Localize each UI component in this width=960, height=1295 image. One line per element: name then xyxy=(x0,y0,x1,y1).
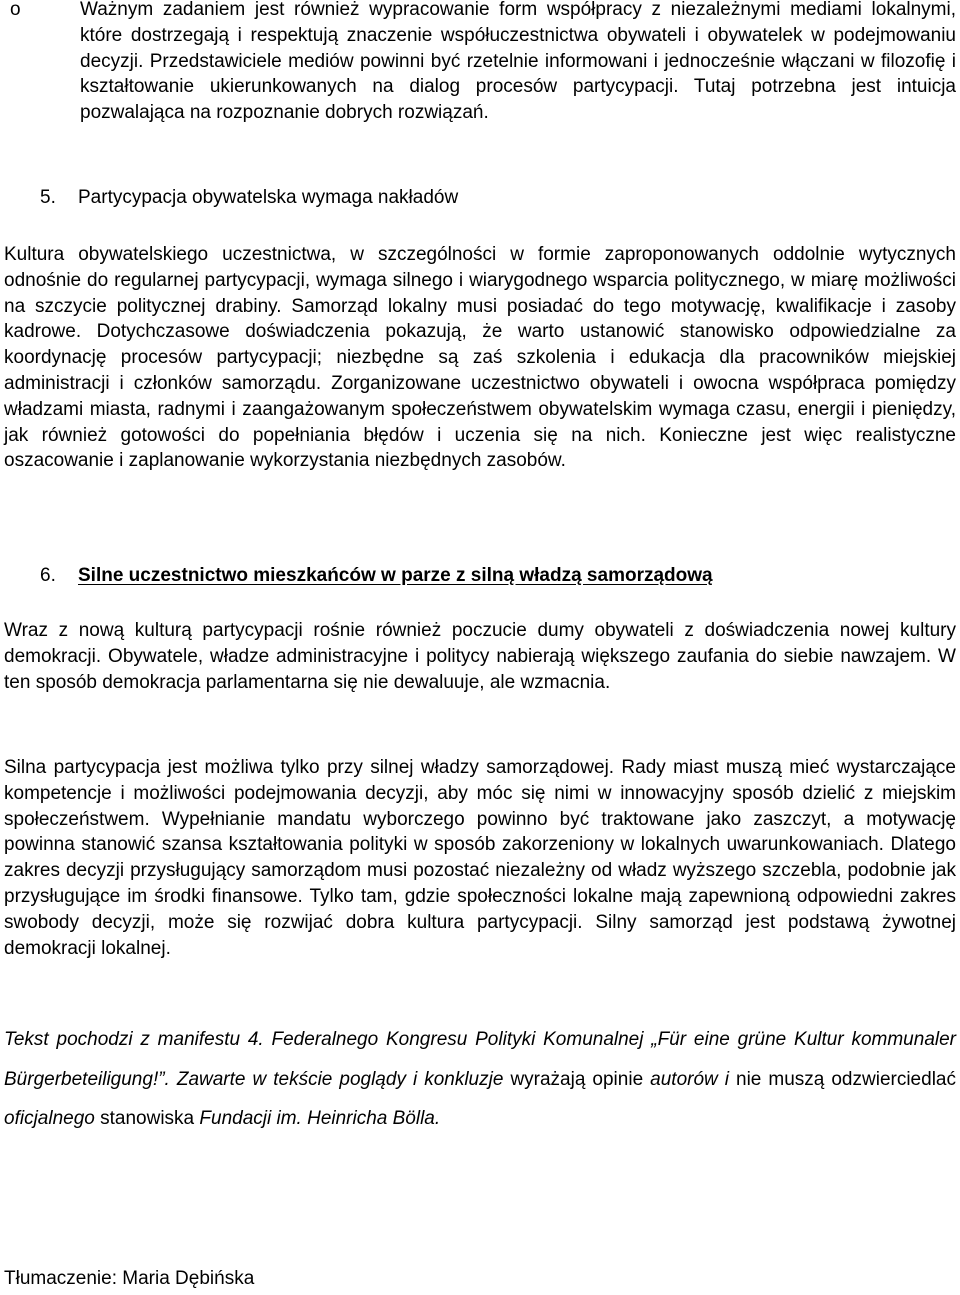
section-6-heading xyxy=(40,563,713,589)
section-6-paragraph-2: Silna partycypacja jest możliwa tylko przy silnej władzy samorządowej. Rady miast muszą mieć wystarczające kompetencje i możliwości podejmowania decyzji, aby móc się nimi w innowacyjny sposób dzielić z miejskim społeczeństwem. Wypełnianie mandatu wyborczego powinno być traktowane jako zaszczyt, a motywację powinna stanowić szansa kształtowania polityki w sposób zakorzeniony w lokalnych uwarunkowaniach. Dlatego zakres decyzji przysługujący samorządom musi pozostać niezależny od władz wyższego szczebla, podobnie jak przysługujące im środki finansowe. Tylko tam, gdzie społeczności lokalne mają zapewnioną odpowiedni zakres swobody decyzji, może się rozwijać dobra kultura partycypacji. Silny samorząd jest podstawą żywotnej demokracji lokalnej. xyxy=(4,757,956,959)
section-5-title: Partycypacja obywatelska wymaga nakładów xyxy=(78,187,459,208)
source-note-text-1: wyrażają opinie xyxy=(503,1068,651,1090)
section-6-paragraph-1: Wraz z nową kulturą partycypacji rośnie również poczucie dumy obywateli z doświadczenia nowej kultury demokracji. Obywatele, władze administracyjne i politycy nabierają większego zaufania do siebie nawzajem. W ten sposób demokracja parlamentarna się nie dewaluuje, ale wzmacnia. xyxy=(4,620,956,693)
source-note-italic-3: oficjalnego xyxy=(4,1108,95,1129)
section-5-paragraph: Kultura obywatelskiego uczestnictwa, w szczególności w formie zaproponowanych oddolnie wytycznych odnośnie do regularnej partycypacji, wymaga silnego i wiarygodnego wsparcia politycznego, w miarę możliwości na szczycie politycznej drabiny. Samorząd lokalny musi posiadać do tego motywację, kwalifikacje i zasoby kadrowe. Dotychczasowe doświadczenia pokazują, że warto ustanowić stanowisko odpowiedzialne za koordynację procesów partycypacji; niezbędne są zaś szkolenia i edukacja dla pracowników miejskiej administracji i członków samorządu. Zorganizowane uczestnictwo obywateli i owocna współpraca pomiędzy władzami miasta, radnymi i zaangażowanym społeczeństwem obywatelskim wymaga czasu, energii i pieniędzy, jak również gotowości do popełniania błędów i uczenia się na nich. Konieczne jest więc realistyczne oszacowanie i zaplanowanie wykorzystania niezbędnych zasobów. xyxy=(4,244,956,472)
section-5-number: 5. xyxy=(40,187,56,208)
source-note-italic-4: Fundacji im. Heinricha Bölla. xyxy=(199,1108,441,1129)
bullet-marker: o xyxy=(10,0,21,20)
translator-credit: Tłumaczenie: Maria Dębińska xyxy=(4,1268,255,1289)
section-6-number: 6. xyxy=(40,565,56,586)
source-note-text-2: nie muszą odzwierciedlać xyxy=(729,1068,956,1090)
source-note-italic-2: autorów i xyxy=(650,1068,729,1090)
section-6-title: Silne uczestnictwo mieszkańców w parze z silną władzą samorządową xyxy=(78,565,713,586)
source-note-text-3: stanowiska xyxy=(94,1108,200,1129)
bullet-paragraph: Ważnym zadaniem jest również wypracowanie form współpracy z niezależnymi mediami lokalnymi, które dostrzegają i respektują znaczenie współuczestnictwa obywateli i obywatelek w podejmowaniu decyzji. Przedstawiciele mediów powinni być rzetelnie informowani i jednocześnie włączani w filozofię i kształtowanie ukierunkowanych na dialog procesów partycypacji. Tutaj potrzebna jest intuicja pozwalająca na rozpoznanie dobrych rozwiązań. xyxy=(80,0,956,124)
source-note-italic-1: Tekst pochodzi z manifestu 4. Federalnego Kongresu Polityki Komunalnej „Für eine grüne Kultur kommunaler Bürgerbeteiligung!”. Zawarte w tekście poglądy i konkluzje xyxy=(4,1029,956,1090)
section-5-heading xyxy=(40,185,458,211)
source-note xyxy=(4,1020,956,1139)
bullet-list-item xyxy=(10,0,955,126)
